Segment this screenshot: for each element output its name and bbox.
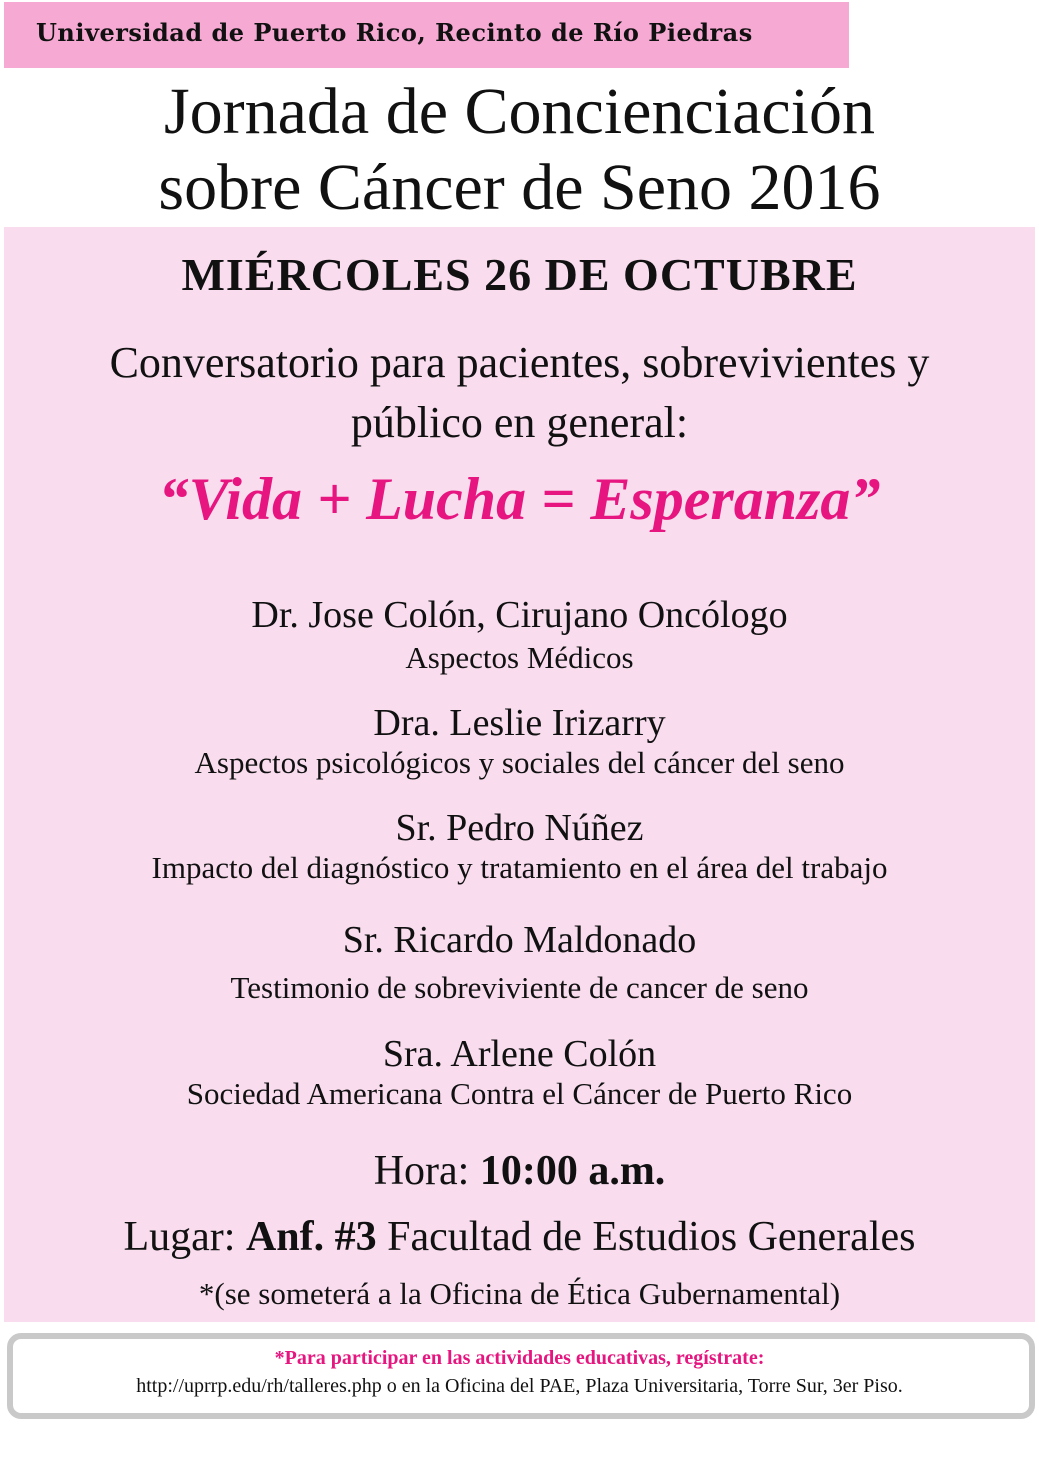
page-title (0, 74, 1039, 226)
speaker-topic: Sociedad Americana Contra el Cáncer de Puerto Rico (186, 1076, 853, 1111)
title-line-1: Jornada de Concienciación (163, 75, 876, 148)
location-building: Facultad de Estudios Generales (387, 1214, 916, 1260)
speaker-name: Dr. Jose Colón, Cirujano Oncólogo (251, 594, 788, 636)
time-value: 10:00 a.m. (479, 1148, 666, 1194)
speaker-name: Sra. Arlene Colón (382, 1033, 657, 1075)
speaker-topic: Aspectos psicológicos y sociales del cáncer del seno (194, 745, 845, 780)
event-time (0, 1147, 1039, 1195)
speaker-name: Sr. Pedro Núñez (395, 807, 644, 849)
speaker-name: Dra. Leslie Irizarry (373, 702, 666, 744)
location-room: Anf. #3 (245, 1214, 377, 1260)
ethics-note: *(se someterá a la Oficina de Ética Gubernamental) (198, 1276, 841, 1311)
event-intro: Conversatorio para pacientes, sobrevivientes y público en general: (109, 338, 930, 447)
time-label: Hora: (373, 1148, 470, 1194)
event-date: MIÉRCOLES 26 DE OCTUBRE (181, 249, 858, 300)
registration-link[interactable]: http://uprrp.edu/rh/talleres.php o en la Oficina del PAE, Plaza Universitaria, Torre Sur, 3er Piso. (136, 1375, 903, 1397)
speaker-topic: Aspectos Médicos (405, 640, 634, 675)
location-label: Lugar: (123, 1214, 236, 1260)
speaker-topic: Testimonio de sobreviviente de cancer de seno (230, 970, 809, 1005)
event-location (0, 1213, 1039, 1261)
event-slogan: “Vida + Lucha = Esperanza” (158, 466, 881, 532)
speaker-name: Sr. Ricardo Maldonado (342, 919, 697, 961)
university-name: Universidad de Puerto Rico, Recinto de Río Piedras (36, 18, 753, 47)
title-line-2: sobre Cáncer de Seno 2016 (158, 151, 881, 224)
registration-title: *Para participar en las actividades educativas, regístrate: (274, 1347, 765, 1369)
speaker-topic: Impacto del diagnóstico y tratamiento en el área del trabajo (151, 850, 888, 885)
